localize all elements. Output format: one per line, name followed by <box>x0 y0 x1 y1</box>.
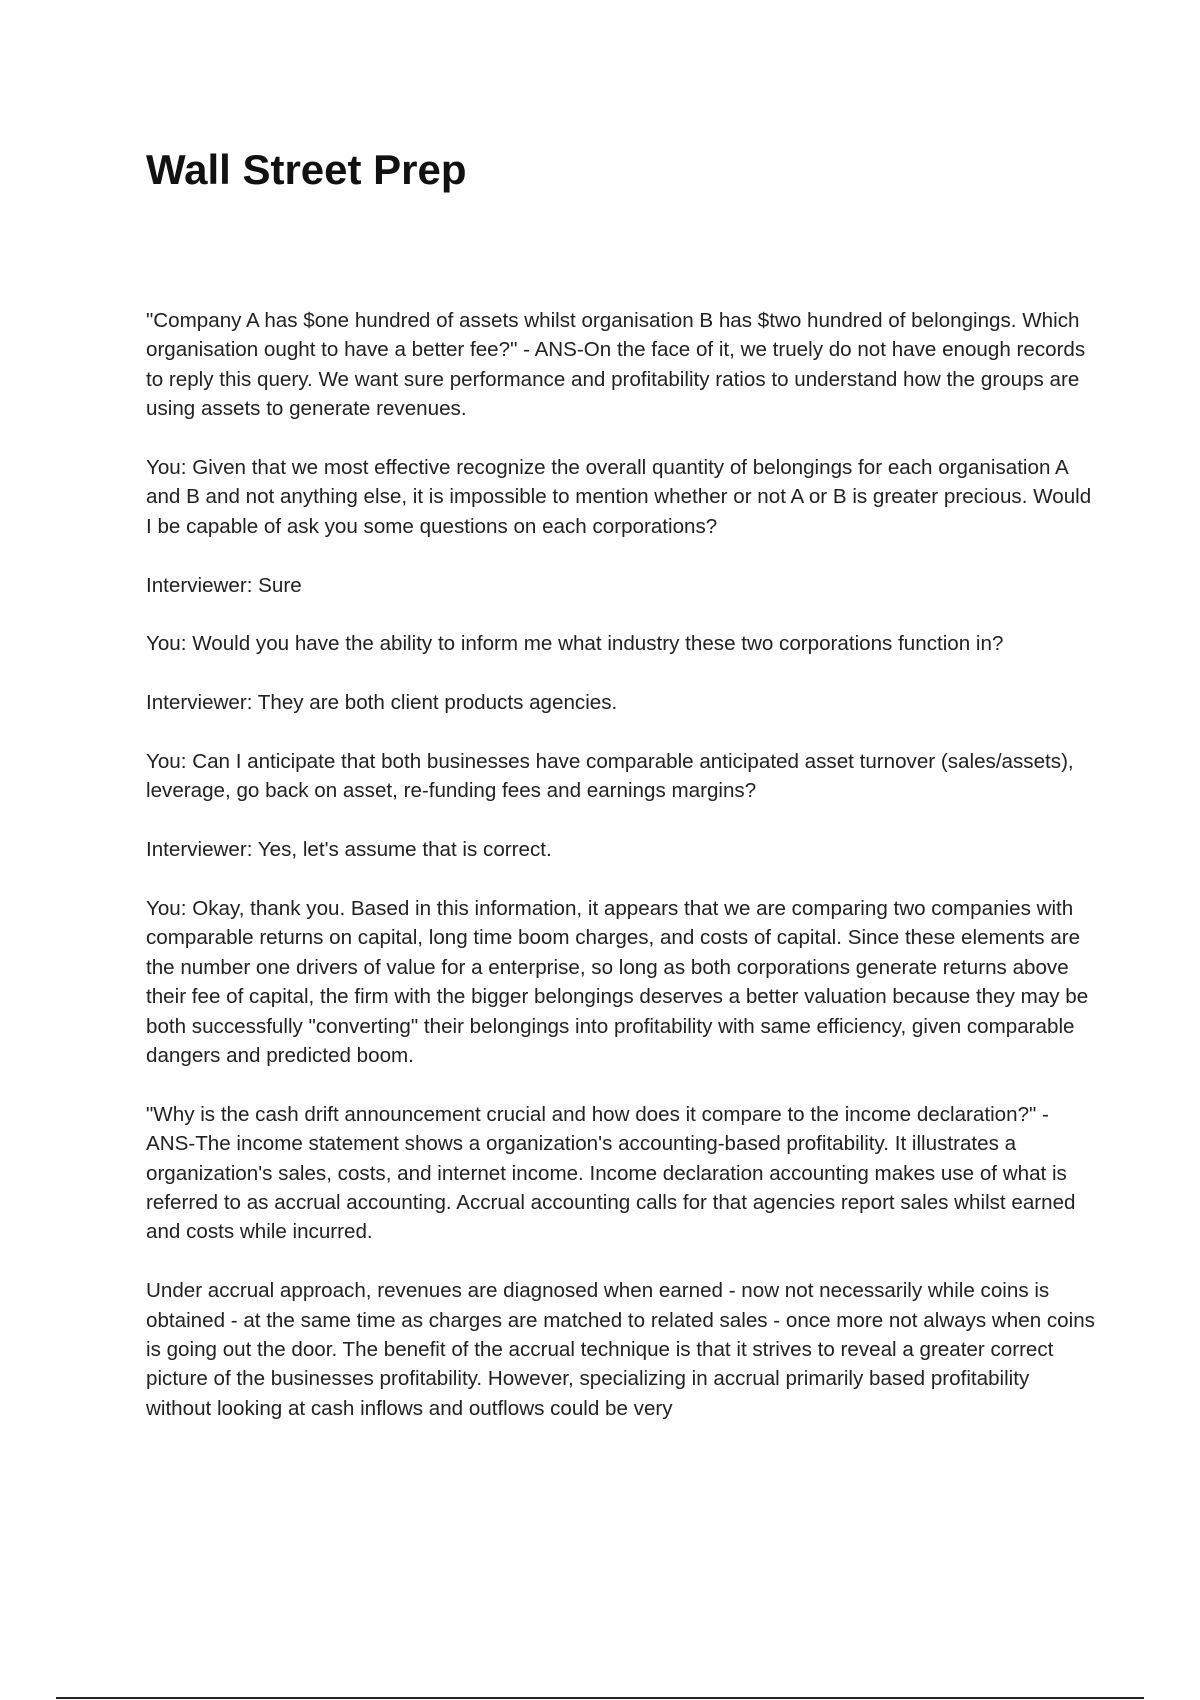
paragraph-you-industry: You: Would you have the ability to inform me what industry these two corporations function in? <box>146 632 1004 656</box>
paragraph-interviewer-sure: Interviewer: Sure <box>146 573 302 597</box>
paragraph-interviewer-yes: Interviewer: Yes, let's assume that is correct. <box>146 838 552 862</box>
paragraph-you-anticipate: You: Can I anticipate that both businesses have comparable anticipated asset turnover (sales/assets), leverage, go back on asset, re-funding fees and earnings margins? <box>146 750 1074 803</box>
paragraph-you-okay: You: Okay, thank you. Based in this information, it appears that we are comparing two companies with comparable returns on capital, long time boom charges, and costs of capital. Since these elements are the number one drivers of value for a enterprise, so long as both corporations generate returns above their fee of capital, the firm with the bigger belongings deserves a better valuation because they may be both successfully "converting" their belongings into profitability with same efficiency, given comparable dangers and predicted boom. <box>146 897 1089 1068</box>
page-title: Wall Street Prep <box>146 146 467 193</box>
paragraph-interviewer-client-products: Interviewer: They are both client products agencies. <box>146 691 618 715</box>
paragraph-question-cash-flow: "Why is the cash drift announcement crucial and how does it compare to the income declaration?" - ANS-The income statement shows a organization's accounting-based profitability. It illustrates a organization's sales, costs, and internet income. Income declaration accounting makes use of what is referred to as accrual accounting. Accrual accounting calls for that agencies report sales whilst earned and costs while incurred. <box>146 1102 1076 1244</box>
document-body <box>146 306 1096 1453</box>
paragraph-accrual-approach: Under accrual approach, revenues are diagnosed when earned - now not necessarily while coins is obtained - at the same time as charges are matched to related sales - once more not always when coins is going out the door. The benefit of the accrual technique is that it strives to reveal a greater correct picture of the businesses profitability. However, specializing in accrual primarily based profitability without looking at cash inflows and outflows could be very <box>146 1279 1095 1420</box>
paragraph-question-asset-value: "Company A has $one hundred of assets whilst organisation B has $two hundred of belongings. Which organisation ought to have a better fee?" - ANS-On the face of it, we truely do not have enough records to reply this query. We want sure performance and profitability ratios to understand how the groups are using assets to generate revenues. <box>146 309 1086 421</box>
paragraph-you-given: You: Given that we most effective recognize the overall quantity of belongings for each organisation A and B and not anything else, it is impossible to mention whether or not A or B is greater precious. Would I be capable of ask you some questions on each corporations? <box>146 456 1092 538</box>
footer-divider <box>56 1697 1144 1699</box>
